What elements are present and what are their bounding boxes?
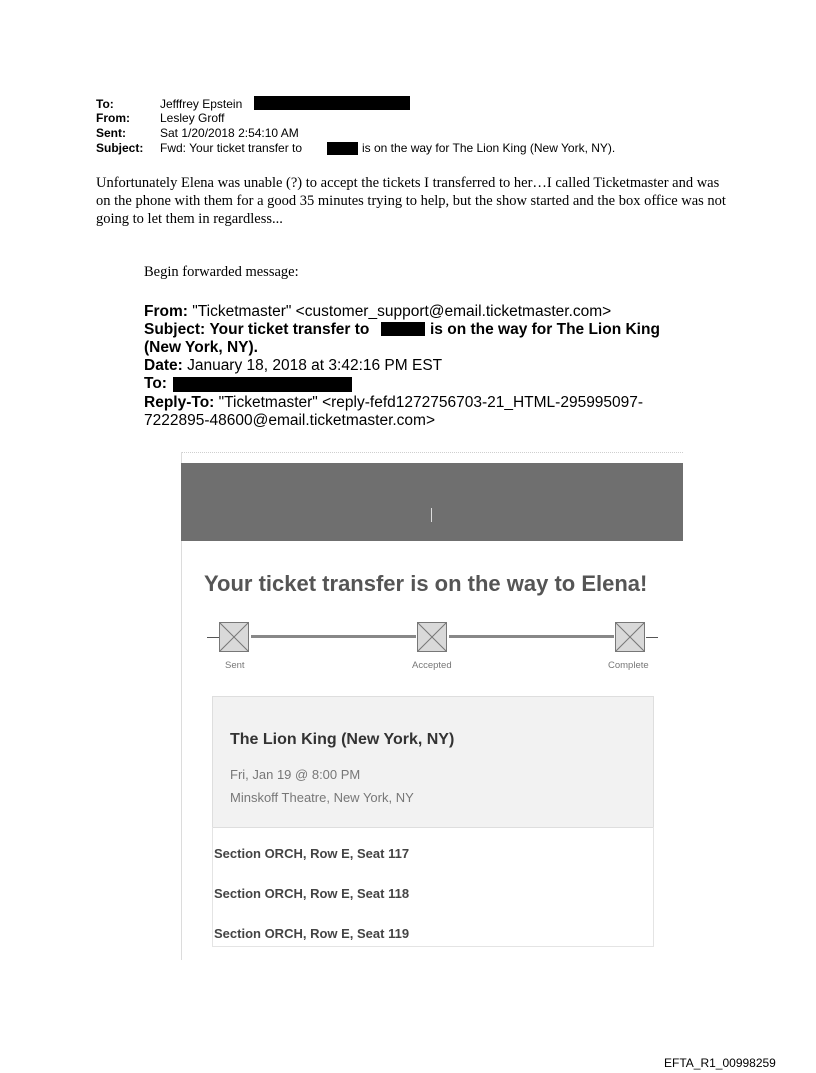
forward-intro: Begin forwarded message:	[144, 264, 299, 280]
forward-to-label: To:	[144, 375, 167, 392]
to-value: Jefffrey Epstein	[160, 97, 243, 111]
event-card	[212, 696, 654, 828]
forward-date	[144, 357, 442, 375]
redaction-to	[254, 96, 410, 110]
forward-subject-b: is on the way for The Lion King	[430, 321, 660, 338]
sent-value: Sat 1/20/2018 2:54:10 AM	[160, 126, 299, 140]
forward-replyto-value-a: "Ticketmaster" <reply-fefd1272756703-21_HTML-295995097-	[218, 394, 644, 411]
step-label-accepted: Accepted	[412, 660, 452, 671]
seat-item: Section ORCH, Row E, Seat 119	[214, 926, 410, 941]
banner-mark	[431, 508, 432, 522]
forward-replyto-value-b: 7222895-48600@email.ticketmaster.com>	[144, 412, 436, 429]
forward-subject-a: Your ticket transfer to	[209, 321, 370, 338]
progress-line-2	[449, 635, 614, 638]
email-banner	[181, 463, 683, 541]
forward-to	[144, 375, 167, 393]
progress-line-1	[251, 635, 416, 638]
event-name: The Lion King (New York, NY)	[230, 731, 455, 748]
forward-replyto-label: Reply-To:	[144, 394, 215, 411]
seat-list	[212, 827, 654, 947]
message-body: Unfortunately Elena was unable (?) to accept the tickets I transferred to her…I called Ticketmaster and was on the phone with them for a good 35 minutes trying to help, but the show started and the box office was not going to let them in regardless...	[96, 175, 726, 227]
step-label-complete: Complete	[608, 660, 649, 671]
forward-subject-c-row	[144, 339, 258, 357]
forward-from-value: "Ticketmaster" <customer_support@email.ticketmaster.com>	[192, 303, 612, 320]
tracker-tick-right	[646, 637, 658, 638]
forward-subject-c: (New York, NY).	[144, 339, 258, 356]
forward-from	[144, 303, 611, 321]
event-datetime: Fri, Jan 19 @ 8:00 PM	[230, 767, 361, 782]
step-image-icon-sent	[219, 622, 249, 652]
forward-subject-b-row	[430, 321, 660, 339]
redaction-subject	[327, 142, 358, 155]
seat-item: Section ORCH, Row E, Seat 117	[214, 846, 410, 861]
subject-label: Subject:	[96, 141, 144, 155]
card-frame-top	[181, 452, 683, 453]
forward-from-label: From:	[144, 303, 188, 320]
forward-subject-label: Subject:	[144, 321, 206, 338]
from-value: Lesley Groff	[160, 111, 225, 125]
forward-subject	[144, 321, 369, 339]
transfer-title: Your ticket transfer is on the way to Elena!	[204, 571, 648, 596]
redaction-forward-to	[173, 377, 352, 392]
sent-label: Sent:	[96, 126, 126, 140]
tracker-tick-left	[207, 637, 219, 638]
redaction-forward-subject	[381, 322, 425, 336]
subject-value-b: is on the way for The Lion King (New York, NY).	[362, 141, 616, 155]
step-image-icon-accepted	[417, 622, 447, 652]
forward-date-label: Date:	[144, 357, 183, 374]
forward-replyto	[144, 394, 643, 412]
document-id: EFTA_R1_00998259	[664, 1056, 776, 1070]
step-label-sent: Sent	[225, 660, 245, 671]
forward-replyto-b-row	[144, 412, 435, 430]
from-label: From:	[96, 111, 130, 125]
step-image-icon-complete	[615, 622, 645, 652]
forward-date-value: January 18, 2018 at 3:42:16 PM EST	[187, 357, 443, 374]
subject-value-a: Fwd: Your ticket transfer to	[160, 141, 303, 155]
event-venue: Minskoff Theatre, New York, NY	[230, 790, 414, 805]
seat-item: Section ORCH, Row E, Seat 118	[214, 886, 410, 901]
to-label: To:	[96, 97, 114, 111]
